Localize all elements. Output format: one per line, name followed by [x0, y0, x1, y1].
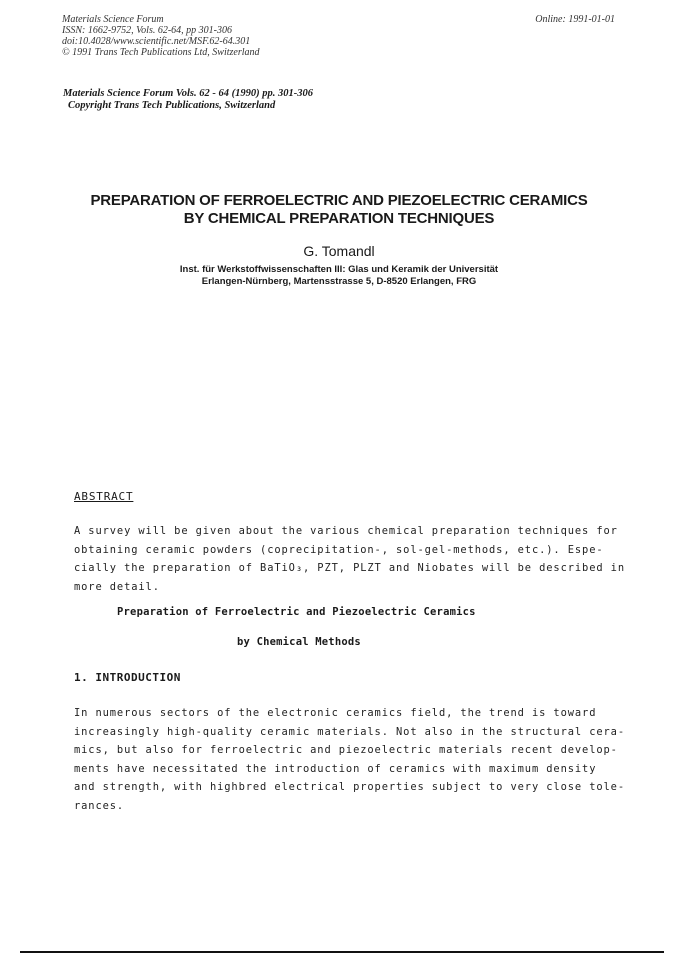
- introduction-line: ments have necessitated the introduction of ceramics with maximum density: [74, 762, 597, 775]
- online-date: Online: 1991-01-01: [535, 14, 615, 25]
- introduction-line: rances.: [74, 799, 125, 812]
- abstract-line: cially the preparation of BaTiO₃, PZT, PLZT and Niobates will be described in: [74, 562, 625, 574]
- journal-reference-copyright: Copyright Trans Tech Publications, Switzerland: [68, 100, 276, 111]
- metadata-doi[interactable]: doi:10.4028/www.scientific.net/MSF.62-64.301: [62, 36, 251, 47]
- introduction-heading: 1. INTRODUCTION: [74, 671, 181, 684]
- abstract-line: obtaining ceramic powders (coprecipitation-, sol-gel-methods, etc.). Espe-: [74, 543, 604, 556]
- footer-rule: [20, 951, 664, 953]
- abstract-line: more detail.: [74, 580, 160, 593]
- introduction-line: and strength, with highbred electrical properties subject to very close tole-: [74, 781, 625, 793]
- abstract-body: [74, 522, 625, 596]
- subtitle-line-1: Preparation of Ferroelectric and Piezoelectric Ceramics: [117, 606, 476, 618]
- metadata-journal: Materials Science Forum: [62, 14, 164, 25]
- abstract-line: A survey will be given about the various chemical preparation techniques for: [74, 525, 618, 537]
- author-name: G. Tomandl: [303, 243, 375, 259]
- metadata-issn: ISSN: 1662-9752, Vols. 62-64, pp 301-306: [62, 25, 232, 36]
- metadata-copyright: © 1991 Trans Tech Publications Ltd, Switzerland: [62, 47, 260, 58]
- journal-reference: [63, 88, 313, 112]
- publication-metadata: [62, 14, 260, 58]
- paper-title: [0, 192, 678, 228]
- affiliation-line-2: Erlangen-Nürnberg, Martensstrasse 5, D-8520 Erlangen, FRG: [201, 276, 477, 287]
- introduction-line: mics, but also for ferroelectric and piezoelectric materials recent develop-: [74, 744, 618, 756]
- subtitle-line-2: by Chemical Methods: [237, 636, 361, 648]
- introduction-line: In numerous sectors of the electronic ceramics field, the trend is toward: [74, 707, 597, 719]
- journal-reference-volume: Materials Science Forum Vols. 62 - 64 (1990) pp. 301-306: [63, 88, 313, 99]
- paper-title-line-2: BY CHEMICAL PREPARATION TECHNIQUES: [183, 210, 495, 227]
- introduction-line: increasingly high-quality ceramic materials. Not also in the structural cera-: [74, 725, 625, 738]
- introduction-body: [74, 704, 625, 815]
- author-affiliation: [0, 264, 678, 288]
- affiliation-line-1: Inst. für Werkstoffwissenschaften III: Glas und Keramik der Universität: [179, 264, 499, 275]
- paper-title-line-1: PREPARATION OF FERROELECTRIC AND PIEZOELECTRIC CERAMICS: [90, 192, 588, 209]
- abstract-heading: ABSTRACT: [74, 490, 134, 503]
